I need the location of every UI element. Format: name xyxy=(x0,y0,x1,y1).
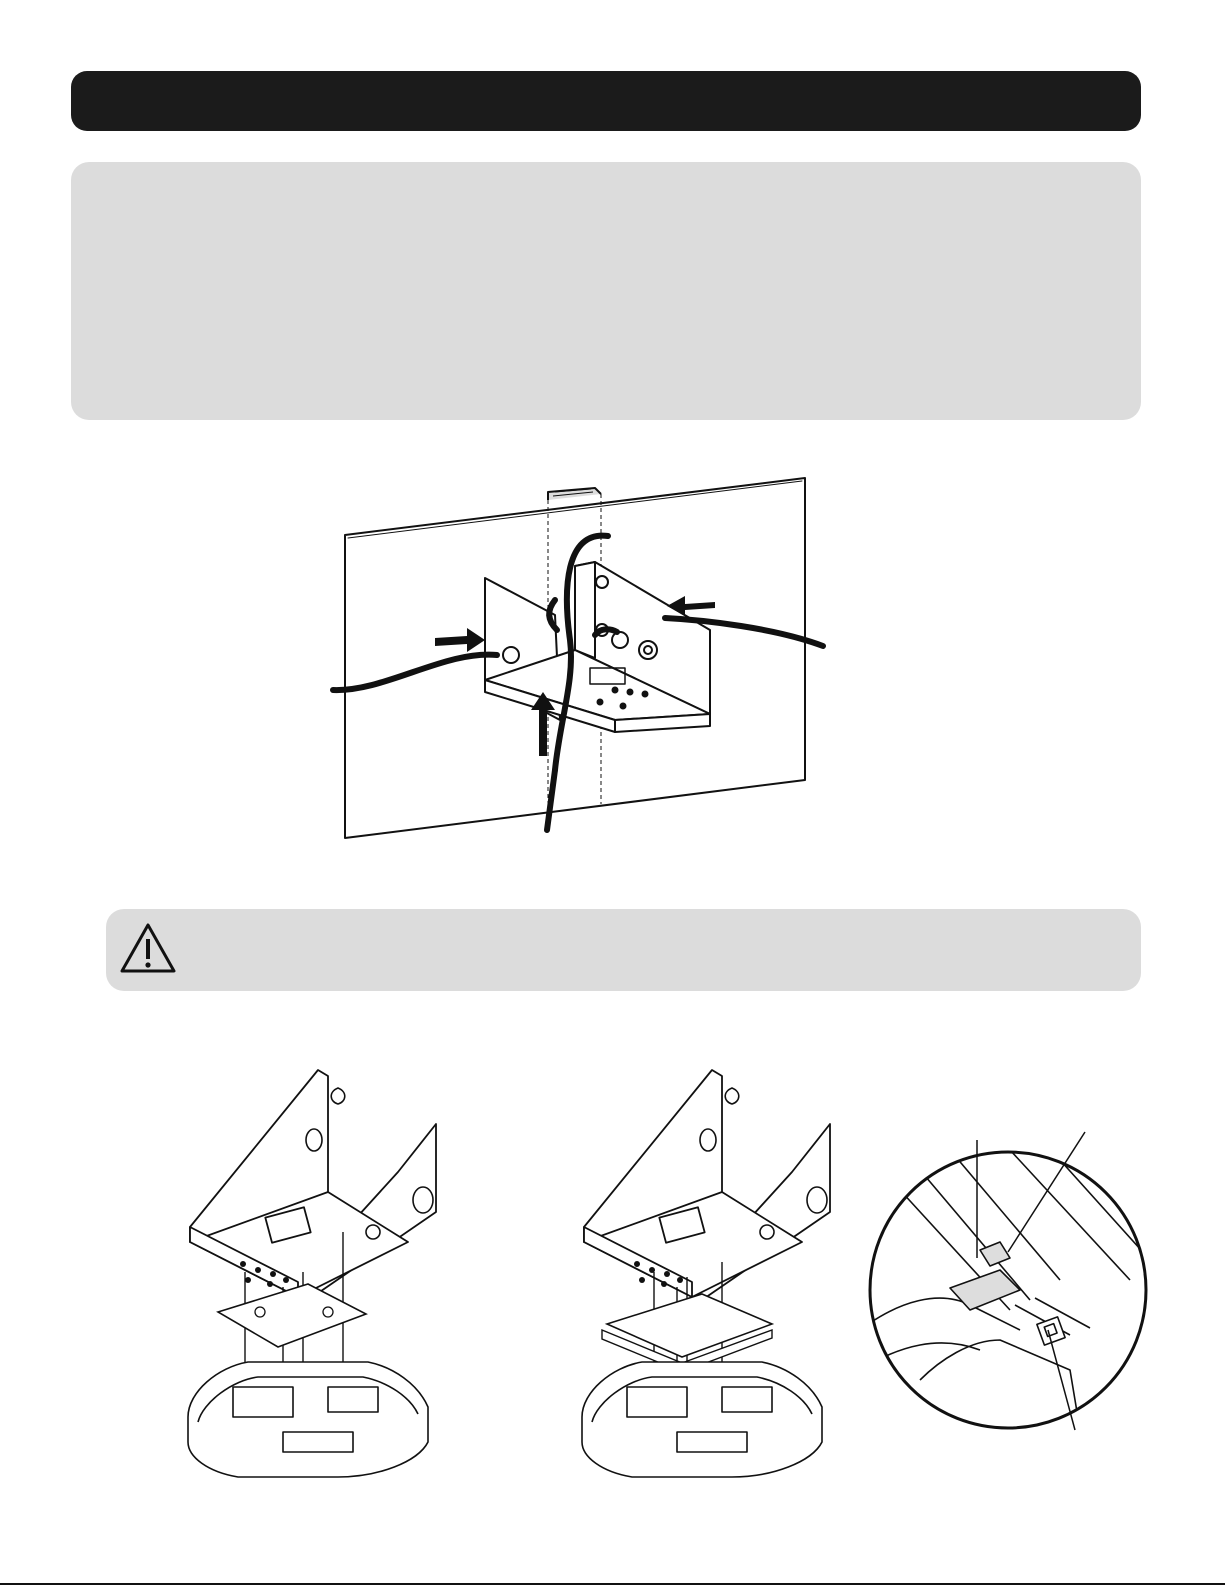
warning-panel xyxy=(106,909,1141,991)
section-title-bar xyxy=(71,71,1141,131)
assembly-illustration-right xyxy=(572,1062,842,1482)
assembly-illustration-left xyxy=(178,1062,448,1482)
latch-detail-illustration xyxy=(860,1130,1150,1440)
wall-mount-illustration xyxy=(325,470,835,840)
note-text xyxy=(71,162,1141,210)
warning-triangle-icon xyxy=(118,921,178,977)
note-panel xyxy=(71,162,1141,420)
